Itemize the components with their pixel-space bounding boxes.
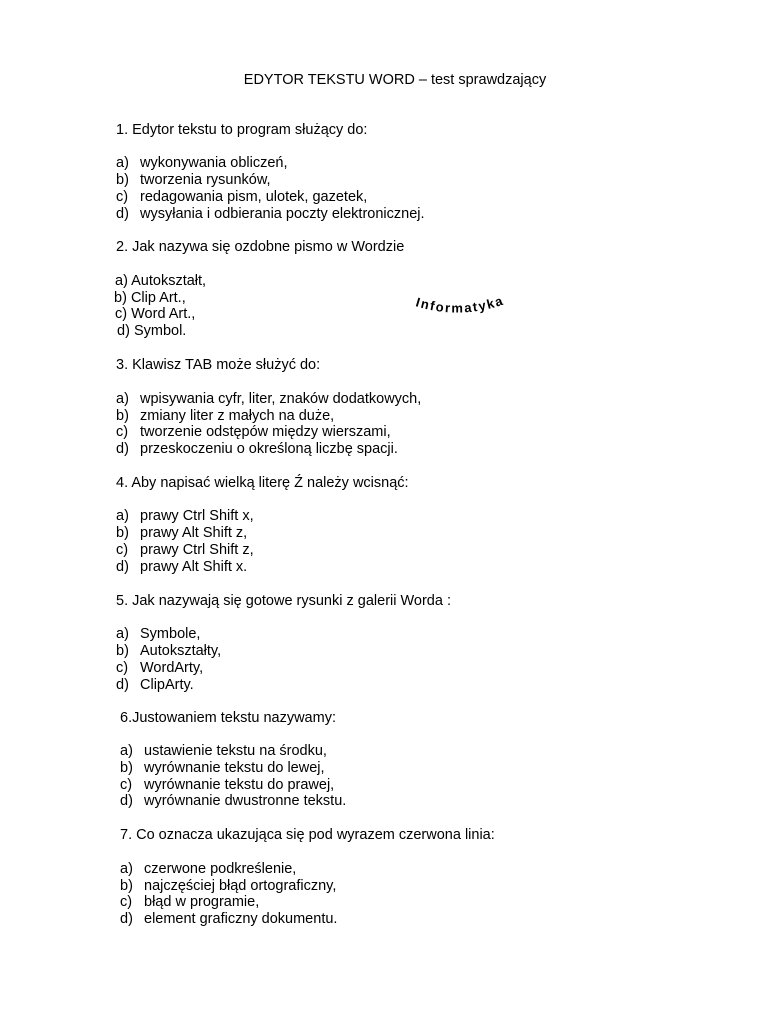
answer-text: wpisywania cyfr, liter, znaków dodatkowych,	[140, 391, 422, 407]
question-7-text: 7. Co oznacza ukazująca się pod wyrazem czerwona linia:	[120, 827, 495, 843]
answer-3a	[116, 391, 421, 408]
answer-5d	[116, 677, 194, 694]
answer-label: c)	[120, 777, 133, 793]
answer-6a	[120, 743, 327, 760]
answer-text: zmiany liter z małych na duże,	[140, 408, 335, 424]
svg-text:Informatyka	[414, 293, 505, 316]
answer-1a	[116, 155, 288, 172]
answer-text: Symbole,	[140, 626, 201, 642]
answer-text: prawy Alt Shift z,	[140, 525, 248, 541]
answer-label: c)	[115, 306, 128, 322]
answer-label: c)	[116, 542, 129, 558]
answer-label: a)	[116, 155, 129, 171]
answer-6c	[120, 777, 334, 794]
answer-2c	[115, 306, 195, 323]
answer-6b	[120, 760, 325, 777]
answer-text: najczęściej błąd ortograficzny,	[144, 878, 337, 894]
answer-label: d)	[120, 793, 133, 809]
answer-7a	[120, 861, 296, 878]
answer-text: tworzenia rysunków,	[140, 172, 271, 188]
answer-text: Autokształty,	[140, 643, 222, 659]
answer-6d	[120, 793, 346, 810]
answer-text: czerwone podkreślenie,	[144, 861, 297, 877]
answer-1b	[116, 172, 271, 189]
answer-text: WordArty,	[140, 660, 204, 676]
answer-label: d)	[116, 206, 129, 222]
answer-label: a)	[116, 626, 129, 642]
answer-7c	[120, 894, 259, 911]
answer-label: d)	[117, 323, 130, 339]
answer-7d	[120, 911, 337, 928]
answer-text: przeskoczeniu o określoną liczbę spacji.	[140, 441, 398, 457]
question-1-text: 1. Edytor tekstu to program służący do:	[116, 122, 368, 138]
answer-label: b)	[114, 290, 127, 306]
answer-label: c)	[116, 189, 129, 205]
answer-label: b)	[116, 408, 129, 424]
answer-text: Symbol.	[133, 323, 187, 339]
answer-label: a)	[120, 861, 133, 877]
answer-text: ustawienie tekstu na środku,	[144, 743, 327, 759]
answer-1d	[116, 206, 425, 223]
answer-5a	[116, 626, 200, 643]
answer-4a	[116, 508, 254, 525]
answer-4c	[116, 542, 254, 559]
answer-label: b)	[116, 172, 129, 188]
answer-label: d)	[116, 559, 129, 575]
answer-text: Autokształt,	[131, 273, 207, 289]
answer-text: wyrównanie dwustronne tekstu.	[144, 793, 347, 809]
answer-label: a)	[116, 391, 129, 407]
answer-text: wyrównanie tekstu do lewej,	[144, 760, 325, 776]
answer-text: wysyłania i odbierania poczty elektronicznej.	[140, 206, 425, 222]
answer-text: wyrównanie tekstu do prawej,	[144, 777, 335, 793]
answer-label: d)	[116, 677, 129, 693]
answer-text: prawy Ctrl Shift x,	[140, 508, 254, 524]
answer-label: c)	[120, 894, 133, 910]
answer-2a	[115, 273, 206, 290]
answer-text: redagowania pism, ulotek, gazetek,	[140, 189, 368, 205]
answer-3d	[116, 441, 398, 458]
answer-label: a)	[116, 508, 129, 524]
answer-label: a)	[115, 273, 128, 289]
answer-text: tworzenie odstępów między wierszami,	[140, 424, 391, 440]
answer-4b	[116, 525, 247, 542]
answer-text: wykonywania obliczeń,	[140, 155, 288, 171]
answer-label: a)	[120, 743, 133, 759]
answer-text: ClipArty.	[140, 677, 194, 693]
answer-2d	[117, 323, 186, 340]
question-6-text: 6.Justowaniem tekstu nazywamy:	[120, 710, 336, 726]
wordart-graphic	[414, 293, 506, 320]
answer-label: c)	[116, 424, 129, 440]
answer-text: element graficzny dokumentu.	[144, 911, 338, 927]
answer-label: d)	[120, 911, 133, 927]
answer-3c	[116, 424, 391, 441]
question-4-text: 4. Aby napisać wielką literę Ź należy wcisnąć:	[116, 475, 409, 491]
answer-label: b)	[120, 878, 133, 894]
answer-1c	[116, 189, 367, 206]
answer-4d	[116, 559, 247, 576]
answer-label: b)	[116, 643, 129, 659]
answer-text: prawy Alt Shift x.	[140, 559, 248, 575]
wordart-text: Informatyka	[414, 293, 505, 316]
question-5-text: 5. Jak nazywają się gotowe rysunki z galerii Worda :	[116, 593, 451, 609]
answer-text: błąd w programie,	[144, 894, 260, 910]
answer-2b	[114, 290, 186, 307]
wordart-informatyka	[414, 293, 506, 320]
answer-label: d)	[116, 441, 129, 457]
answer-label: c)	[116, 660, 129, 676]
page-title: EDYTOR TEKSTU WORD – test sprawdzający	[243, 72, 547, 88]
answer-7b	[120, 878, 336, 895]
answer-text: Word Art.,	[131, 306, 196, 322]
answer-5c	[116, 660, 203, 677]
question-2-text: 2. Jak nazywa się ozdobne pismo w Wordzie	[116, 239, 405, 255]
answer-label: b)	[116, 525, 129, 541]
answer-label: b)	[120, 760, 133, 776]
answer-3b	[116, 408, 334, 425]
question-3-text: 3. Klawisz TAB może służyć do:	[116, 357, 321, 373]
answer-text: Clip Art.,	[130, 290, 186, 306]
answer-text: prawy Ctrl Shift z,	[140, 542, 254, 558]
answer-5b	[116, 643, 221, 660]
